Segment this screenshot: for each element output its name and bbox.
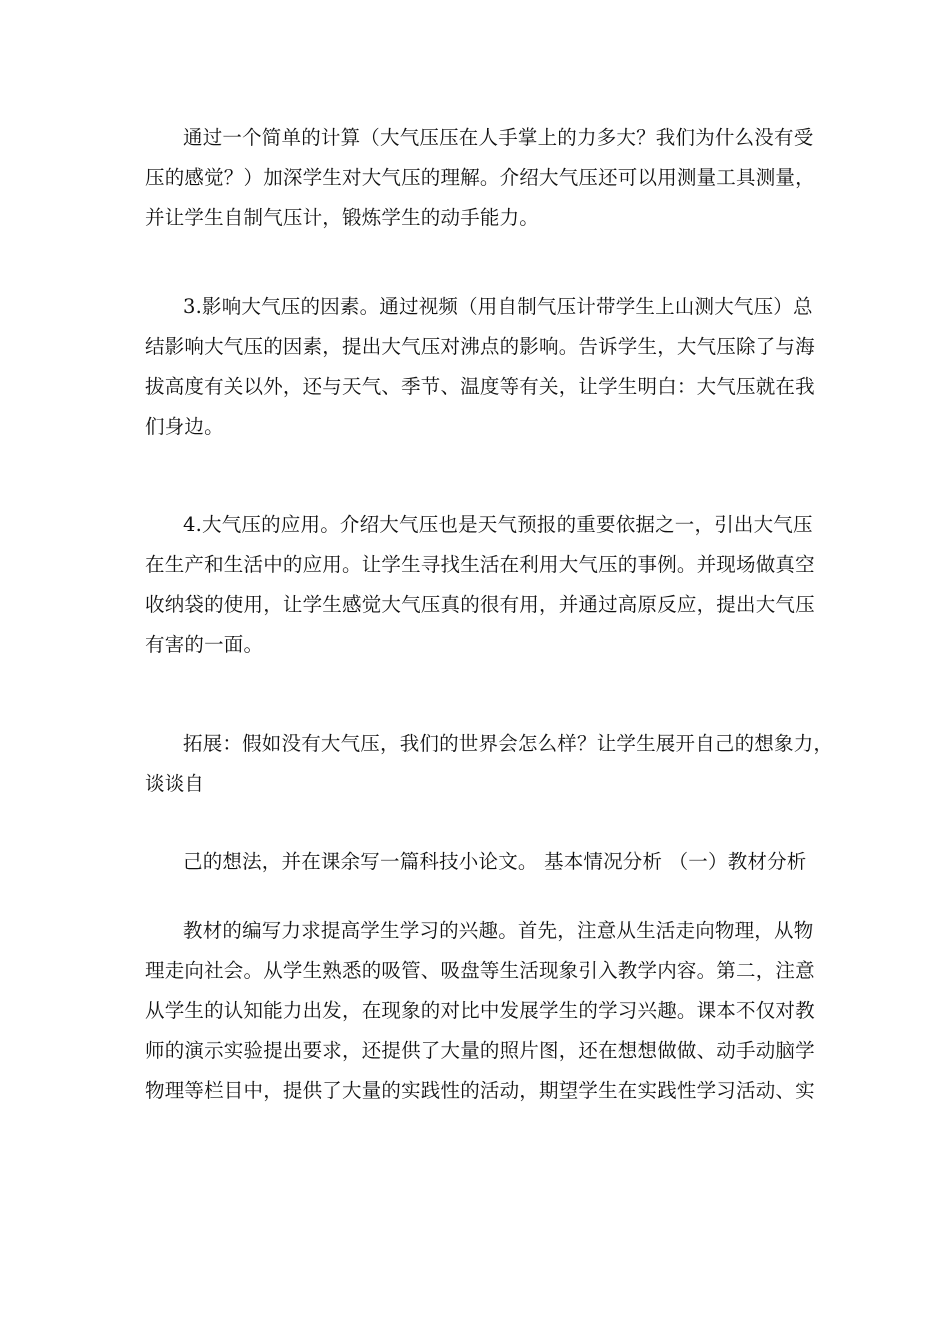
paragraph-applications bbox=[145, 505, 815, 665]
text-line: 从学生的认知能力出发，在现象的对比中发展学生的学习兴趣。课本不仅对教 bbox=[145, 999, 815, 1022]
text-line: 谈谈自 bbox=[145, 772, 205, 795]
text-line: 师的演示实验提出要求，还提供了大量的照片图，还在想想做做、动手动脑学 bbox=[145, 1039, 815, 1062]
text-line: 己的想法，并在课余写一篇科技小论文。 基本情况分析 （一）教材分析 bbox=[183, 850, 807, 873]
text-line: 有害的一面。 bbox=[145, 633, 264, 656]
text-line: 并让学生自制气压计，锻炼学生的动手能力。 bbox=[145, 206, 540, 229]
text-line: 3.影响大气压的因素。通过视频（用自制气压计带学生上山测大气压）总 bbox=[183, 295, 813, 318]
paragraph-textbook-analysis bbox=[145, 911, 815, 1111]
text-line: 们身边。 bbox=[145, 415, 224, 438]
text-line: 在生产和生活中的应用。让学生寻找生活在利用大气压的事例。并现场做真空 bbox=[145, 553, 815, 576]
paragraph-factors bbox=[145, 287, 815, 447]
text-line: 结影响大气压的因素，提出大气压对沸点的影响。告诉学生，大气压除了与海 bbox=[145, 335, 815, 358]
text-line: 理走向社会。从学生熟悉的吸管、吸盘等生活现象引入教学内容。第二，注意 bbox=[145, 959, 815, 982]
text-line: 物理等栏目中，提供了大量的实践性的活动，期望学生在实践性学习活动、实 bbox=[145, 1079, 815, 1102]
paragraph-analysis-heading bbox=[145, 842, 805, 882]
text-line: 拓展：假如没有大气压，我们的世界会怎么样？让学生展开自己的想象力， bbox=[183, 732, 834, 755]
text-line: 收纳袋的使用，让学生感觉大气压真的很有用，并通过高原反应，提出大气压 bbox=[145, 593, 815, 616]
paragraph-extension bbox=[145, 724, 834, 804]
text-line: 通过一个简单的计算（大气压压在人手掌上的力多大？我们为什么没有受 bbox=[183, 126, 814, 149]
paragraph-calculation bbox=[145, 118, 815, 238]
text-line: 拔高度有关以外，还与天气、季节、温度等有关，让学生明白：大气压就在我 bbox=[145, 375, 815, 398]
text-line: 4.大气压的应用。介绍大气压也是天气预报的重要依据之一，引出大气压 bbox=[183, 513, 813, 536]
text-line: 教材的编写力求提高学生学习的兴趣。首先，注意从生活走向物理，从物 bbox=[183, 919, 814, 942]
text-line: 压的感觉？）加深学生对大气压的理解。介绍大气压还可以用测量工具测量， bbox=[145, 166, 815, 189]
